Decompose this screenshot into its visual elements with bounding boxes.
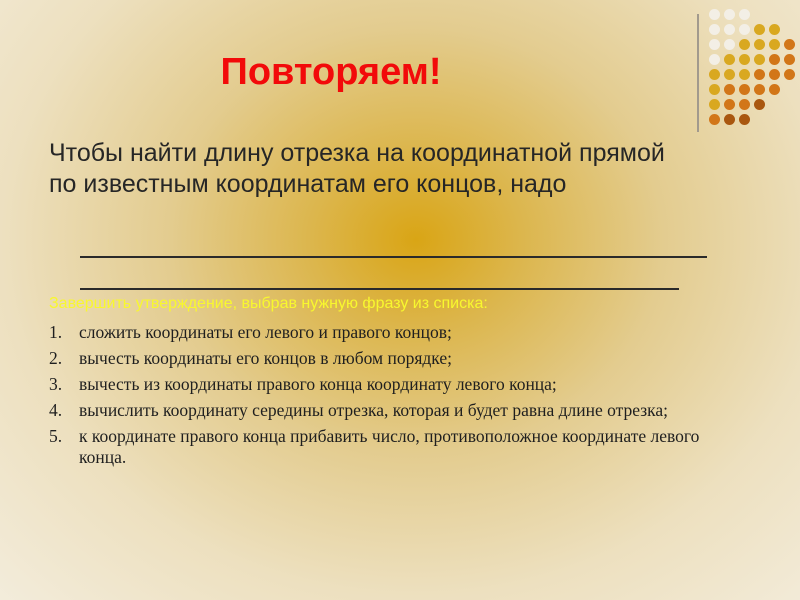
decorative-dot: [724, 54, 735, 65]
decorative-dot: [739, 114, 750, 125]
decorative-dot: [784, 39, 795, 50]
slide-title: Повторяем!: [220, 51, 442, 93]
list-item: [49, 426, 709, 468]
decorative-dot: [724, 24, 735, 35]
decorative-dot: [754, 84, 765, 95]
option-text: вычесть из координаты правого конца координату левого конца;: [79, 374, 557, 394]
option-text: вычесть координаты его концов в любом порядке;: [79, 348, 453, 368]
decorative-dot: [784, 54, 795, 65]
list-item: [49, 322, 709, 343]
decorative-dot: [739, 9, 750, 20]
decorative-dot: [739, 99, 750, 110]
option-number: 2.: [49, 348, 63, 368]
decorative-dot: [724, 69, 735, 80]
decorative-dot-grid: [709, 9, 797, 134]
list-item: [49, 374, 709, 395]
decorative-dot: [724, 39, 735, 50]
decorative-dot: [754, 99, 765, 110]
decorative-dot: [739, 39, 750, 50]
decorative-dot: [709, 39, 720, 50]
decorative-dot: [769, 69, 780, 80]
decorative-dot: [724, 84, 735, 95]
decorative-dot: [709, 9, 720, 20]
decorative-dot: [724, 114, 735, 125]
decorative-dot: [769, 84, 780, 95]
decorative-dot: [739, 54, 750, 65]
decorative-dot: [724, 99, 735, 110]
decorative-dot: [709, 84, 720, 95]
option-text: к координате правого конца прибавить число, противоположное координате левого конца.: [79, 426, 700, 467]
decorative-dot: [709, 54, 720, 65]
intro-text: Чтобы найти длину отрезка на координатной прямой по известным координатам его концов, надо: [49, 139, 665, 198]
decorative-dot: [709, 24, 720, 35]
decorative-dot: [739, 84, 750, 95]
instruction-text: Завершить утверждение, выбрав нужную фразу из списка:: [49, 295, 488, 312]
list-item: [49, 400, 709, 421]
answer-blank-line-1: [80, 256, 707, 258]
option-text: вычислить координату середины отрезка, которая и будет равна длине отрезка;: [79, 400, 669, 420]
decorative-dot: [709, 114, 720, 125]
list-item: [49, 348, 709, 369]
decorative-dot: [754, 69, 765, 80]
decorative-dot: [769, 39, 780, 50]
decorative-dot: [754, 39, 765, 50]
decorative-dot: [739, 24, 750, 35]
decorative-dot: [769, 54, 780, 65]
decorative-dot: [784, 69, 795, 80]
answer-blank-line-2: [80, 288, 679, 290]
decorative-dot: [754, 54, 765, 65]
decorative-dot: [709, 69, 720, 80]
divider-line: [697, 14, 699, 132]
decorative-dot: [754, 24, 765, 35]
option-number: 1.: [49, 322, 63, 342]
option-number: 3.: [49, 374, 63, 394]
option-number: 4.: [49, 400, 63, 420]
options-list: [49, 322, 709, 473]
option-text: сложить координаты его левого и правого концов;: [79, 322, 452, 342]
option-number: 5.: [49, 426, 63, 446]
decorative-dot: [739, 69, 750, 80]
decorative-dot: [724, 9, 735, 20]
decorative-dot: [709, 99, 720, 110]
decorative-dot: [769, 24, 780, 35]
